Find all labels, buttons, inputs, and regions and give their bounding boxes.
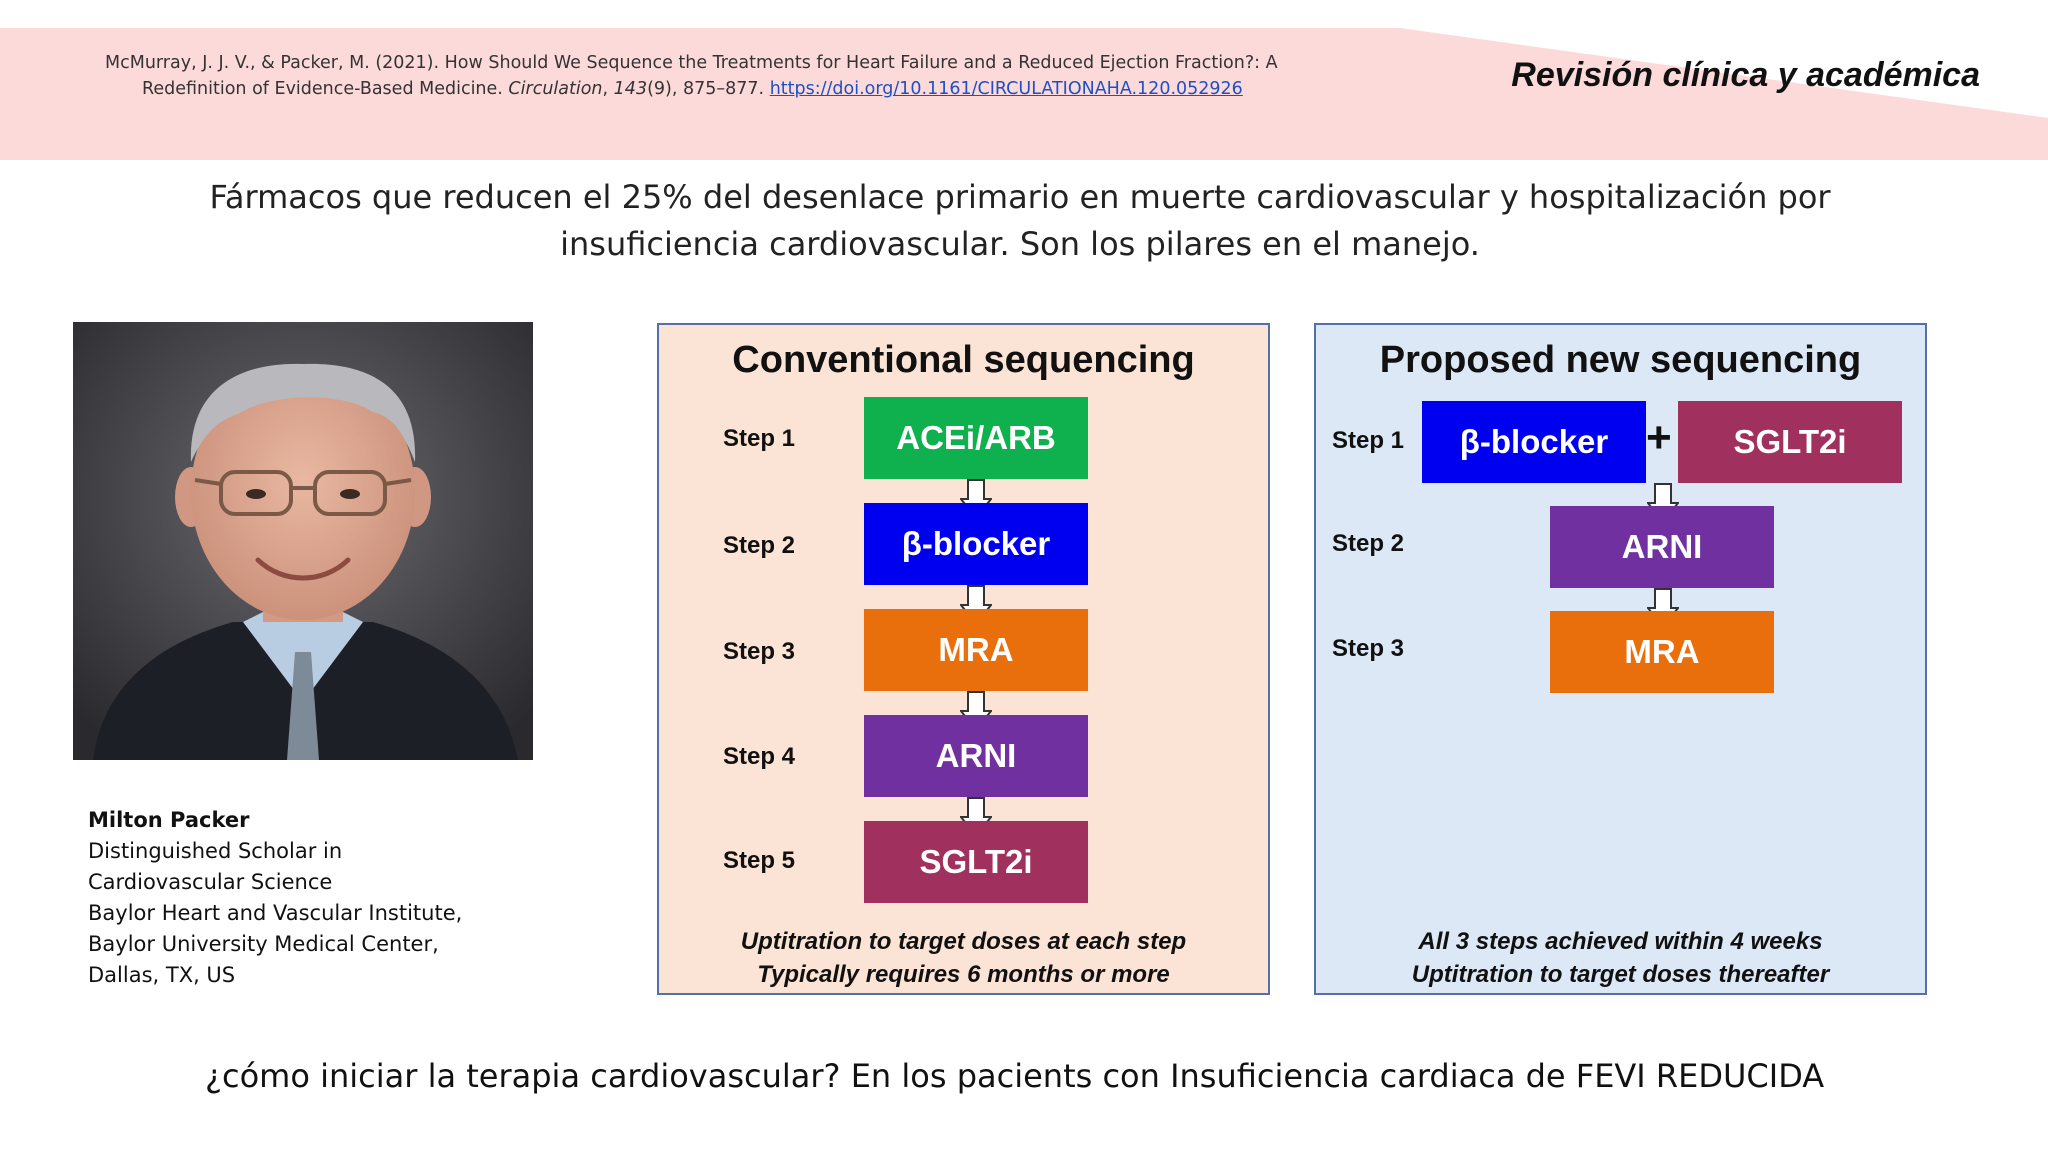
drug-box-beta-blocker: β-blocker — [864, 503, 1088, 585]
note-line: Uptitration to target doses thereafter — [1411, 961, 1830, 988]
bio-line: Baylor University Medical Center, — [88, 932, 439, 956]
proposed-note — [1316, 925, 1925, 991]
citation-line-2 — [105, 76, 1345, 102]
bio-line: Distinguished Scholar in — [88, 839, 343, 863]
step-label: Step 2 — [723, 532, 796, 559]
proposed-sequencing-panel — [1314, 323, 1927, 995]
bio — [88, 805, 508, 991]
step-label: Step 3 — [1332, 635, 1405, 662]
bio-name: Milton Packer — [88, 808, 250, 832]
drug-box-mra: MRA — [1550, 611, 1774, 693]
drug-box-sglt2i: SGLT2i — [864, 821, 1088, 903]
closing-question: ¿cómo iniciar la terapia cardiovascular? En los pacients con Insuficiencia cardiaca de FEVI REDUCIDA — [205, 1057, 1825, 1095]
drug-box-arni: ARNI — [1550, 506, 1774, 588]
step-label: Step 1 — [1332, 427, 1405, 454]
conventional-sequencing-panel — [657, 323, 1270, 995]
citation-doi-link[interactable]: https://doi.org/10.1161/CIRCULATIONAHA.120.052926 — [769, 79, 1243, 99]
note-line: All 3 steps achieved within 4 weeks — [1418, 928, 1823, 955]
note-line: Uptitration to target doses at each step — [740, 928, 1187, 955]
drug-box-beta-blocker: β-blocker — [1422, 401, 1646, 483]
headline: Fármacos que reducen el 25% del desenlace primario en muerte cardiovascular y hospitalización por insuficiencia cardiovascular. Son los pilares en el manejo. — [209, 178, 1831, 263]
panel-title: Proposed new sequencing — [1379, 339, 1862, 381]
citation-sep: , — [602, 79, 614, 99]
drug-box-sglt2i: SGLT2i — [1678, 401, 1902, 483]
step-label: Step 5 — [723, 847, 796, 874]
bio-line: Cardiovascular Science — [88, 870, 333, 894]
citation — [105, 50, 1345, 102]
conventional-note — [659, 925, 1268, 991]
citation-journal: Circulation — [508, 79, 603, 99]
note-line: Typically requires 6 months or more — [757, 961, 1170, 988]
panel-title: Conventional sequencing — [732, 339, 1195, 381]
citation-issue-pages: (9), 875–877. — [647, 79, 770, 99]
step-label: Step 3 — [723, 638, 796, 665]
bio-line: Dallas, TX, US — [88, 963, 236, 987]
portrait-photo — [73, 322, 533, 760]
citation-volume: 143 — [613, 79, 648, 99]
plus-icon: + — [1646, 413, 1672, 462]
drug-box-acei-arb: ACEi/ARB — [864, 397, 1088, 479]
bio-line: Baylor Heart and Vascular Institute, — [88, 901, 463, 925]
step-label: Step 1 — [723, 425, 796, 452]
citation-title-tail: Redefinition of Evidence-Based Medicine. — [142, 79, 509, 99]
drug-box-mra: MRA — [864, 609, 1088, 691]
step-label: Step 2 — [1332, 530, 1405, 557]
brand-title: Revisión clínica y académica — [1511, 56, 1980, 94]
step-label: Step 4 — [723, 743, 796, 770]
citation-line-1: McMurray, J. J. V., & Packer, M. (2021). How Should We Sequence the Treatments for Heart Failure and a Reduced Ejection Fraction?: A — [105, 53, 1278, 73]
drug-box-arni: ARNI — [864, 715, 1088, 797]
